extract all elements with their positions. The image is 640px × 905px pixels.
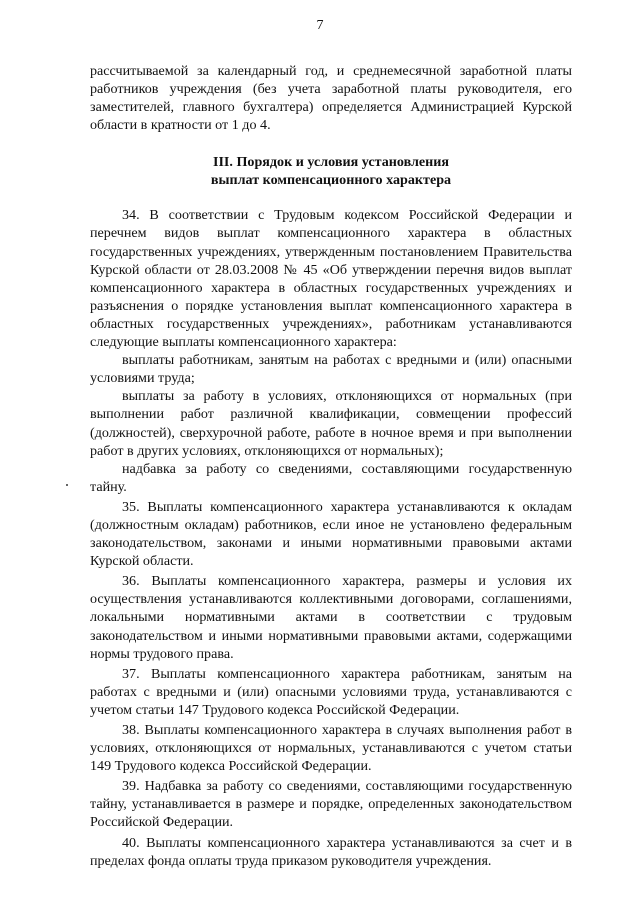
section-heading (90, 153, 572, 189)
paragraph-36: 36. Выплаты компенсационного характера, размеры и условия их осуществления устанавливаются коллективными договорами, соглашениями, локальными нормативными актами в соответствии с трудовым законодательством и иными нормативными правовыми актами, содержащими нормы трудового права. (90, 573, 572, 662)
section-title-line-2: выплат компенсационного характера (210, 172, 452, 189)
list-item-state-secret: надбавка за работу со сведениями, составляющими государственную тайну. (90, 460, 572, 495)
paragraph-38: 38. Выплаты компенсационного характера в случаях выполнения работ в условиях, отклоняющихся от нормальных, устанавливаются с учетом статьи 149 Трудового кодекса Российской Федерации. (90, 722, 572, 775)
document-body (90, 62, 572, 870)
paragraph-39: 39. Надбавка за работу со сведениями, составляющими государственную тайну, устанавливается в размере и порядке, определенных законодательством Российской Федерации. (90, 778, 572, 831)
paragraph-35: 35. Выплаты компенсационного характера устанавливаются к окладам (должностным окладам) работников, если иное не установлено федеральным законодательством, законами и иными нормативными правовыми актами Курской области. (90, 498, 572, 570)
list-item-hazardous: выплаты работникам, занятым на работах с вредными и (или) опасными условиями труда; (90, 352, 572, 387)
paragraph-34: 34. В соответствии с Трудовым кодексом Российской Федерации и перечнем видов выплат компенсационного характера в областных государственных учреждениях, утвержденным постановлением Правительства Курской области от 28.03.2008 № 45 «Об утверждении перечня видов выплат компенсационного характера в областных государственных учреждениях и разъяснения о порядке установления выплат компенсационного характера в областных государственных учреждениях», работникам устанавливаются следующие выплаты компенсационного характера: (90, 207, 572, 351)
section-title-line-1: III. Порядок и условия установления (212, 154, 450, 171)
list-item-abnormal-conditions: выплаты за работу в условиях, отклоняющихся от нормальных (при выполнении работ различной квалификации, совмещении профессий (должностей), сверхурочной работе, работе в ночное время и при выполнении работ в других условиях, отклоняющихся от нормальных); (90, 388, 572, 459)
scan-speck (66, 484, 68, 486)
paragraph-40: 40. Выплаты компенсационного характера устанавливаются за счет и в пределах фонда оплаты труда приказом руководителя учреждения. (90, 834, 572, 869)
page-number: 7 (316, 18, 324, 33)
intro-paragraph: рассчитываемой за календарный год, и среднемесячной заработной платы работников учреждения (без учета заработной платы руководителя, его заместителей, главного бухгалтера) определяется Администрацией Курской области в кратности от 1 до 4. (90, 63, 572, 134)
paragraph-37: 37. Выплаты компенсационного характера работникам, занятым на работах с вредными и (или) опасными условиями труда, устанавливаются с учетом статьи 147 Трудового кодекса Российской Федерации. (90, 665, 572, 718)
